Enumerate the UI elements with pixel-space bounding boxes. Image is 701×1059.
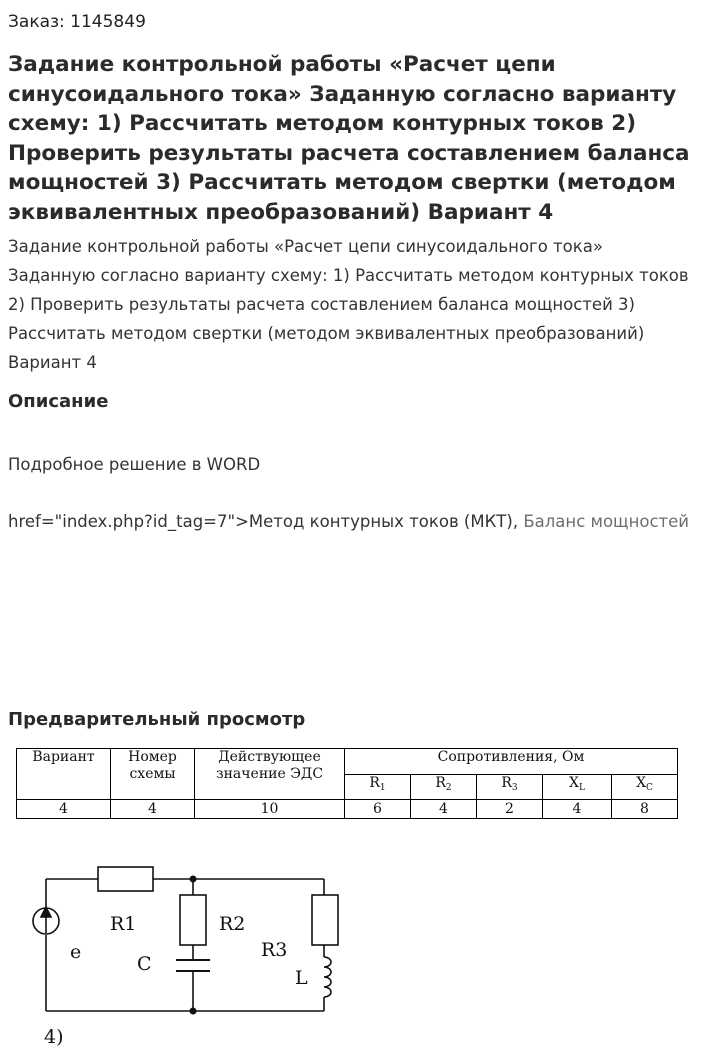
resistor-r2-icon bbox=[180, 895, 206, 945]
label-r2: R2 bbox=[219, 913, 246, 935]
table-row bbox=[17, 800, 678, 819]
description-heading: Описание bbox=[8, 391, 109, 412]
circuit-diagram bbox=[0, 845, 380, 1055]
value-variant: 4 bbox=[17, 800, 111, 819]
inductor-icon bbox=[324, 957, 331, 997]
tags-prefix: href="index.php?id_tag=7">Метод контурных токов (МКТ), bbox=[8, 512, 524, 531]
tags-line bbox=[8, 507, 694, 536]
value-scheme: 4 bbox=[111, 800, 195, 819]
header-r1: $R_1$ bbox=[345, 775, 411, 800]
label-l: L bbox=[295, 967, 308, 989]
tag-link-power-balance[interactable]: Баланс мощностей bbox=[523, 512, 690, 531]
header-xc: $X_C$ bbox=[612, 775, 678, 800]
capacitor-icon bbox=[176, 960, 210, 971]
label-r1: R1 bbox=[110, 913, 137, 935]
page-title: Задание контрольной работы «Расчет цепи синусоидального тока» Заданную согласно варианту схему: 1) Рассчитать методом контурных токов 2) Проверить результаты расчета составлением баланса мощностей 3) Рассчитать методом свертки (методом эквивалентных преобразований) Вариант 4 bbox=[8, 52, 690, 225]
label-e: e bbox=[70, 941, 82, 963]
scheme-caption: 4) bbox=[44, 1026, 64, 1048]
resistor-r1-icon bbox=[98, 867, 153, 891]
task-description: Задание контрольной работы «Расчет цепи синусоидального тока» Заданную согласно варианту схему: 1) Рассчитать методом контурных токов 2) Проверить результаты расчета составлением баланса мощностей 3) Рассчитать методом свертки (методом эквивалентных преобразований) Вариант 4 bbox=[8, 237, 689, 372]
value-r3: 2 bbox=[477, 800, 543, 819]
value-r2: 4 bbox=[411, 800, 477, 819]
header-xl: $X_L$ bbox=[543, 775, 612, 800]
label-c: C bbox=[137, 953, 152, 975]
resistor-r3-icon bbox=[312, 895, 338, 945]
header-scheme: Номер схемы bbox=[111, 749, 195, 800]
order-number: Заказ: 1145849 bbox=[8, 12, 146, 32]
header-emf: Действующее значение ЭДС bbox=[195, 749, 345, 800]
header-resistances: Сопротивления, Ом bbox=[345, 749, 678, 775]
parameters-table bbox=[16, 748, 678, 819]
detail-text: Подробное решение в WORD bbox=[8, 455, 261, 474]
node-dot-top bbox=[190, 876, 197, 883]
header-r3: $R_3$ bbox=[477, 775, 543, 800]
node-dot-bottom bbox=[190, 1008, 197, 1015]
value-xc: 8 bbox=[612, 800, 678, 819]
emf-source-icon bbox=[33, 907, 59, 934]
header-variant: Вариант bbox=[17, 749, 111, 800]
label-r3: R3 bbox=[261, 939, 288, 961]
value-xl: 4 bbox=[543, 800, 612, 819]
value-emf: 10 bbox=[195, 800, 345, 819]
value-r1: 6 bbox=[345, 800, 411, 819]
table-header-row bbox=[17, 749, 678, 775]
header-r2: $R_2$ bbox=[411, 775, 477, 800]
preview-heading: Предварительный просмотр bbox=[8, 709, 306, 730]
